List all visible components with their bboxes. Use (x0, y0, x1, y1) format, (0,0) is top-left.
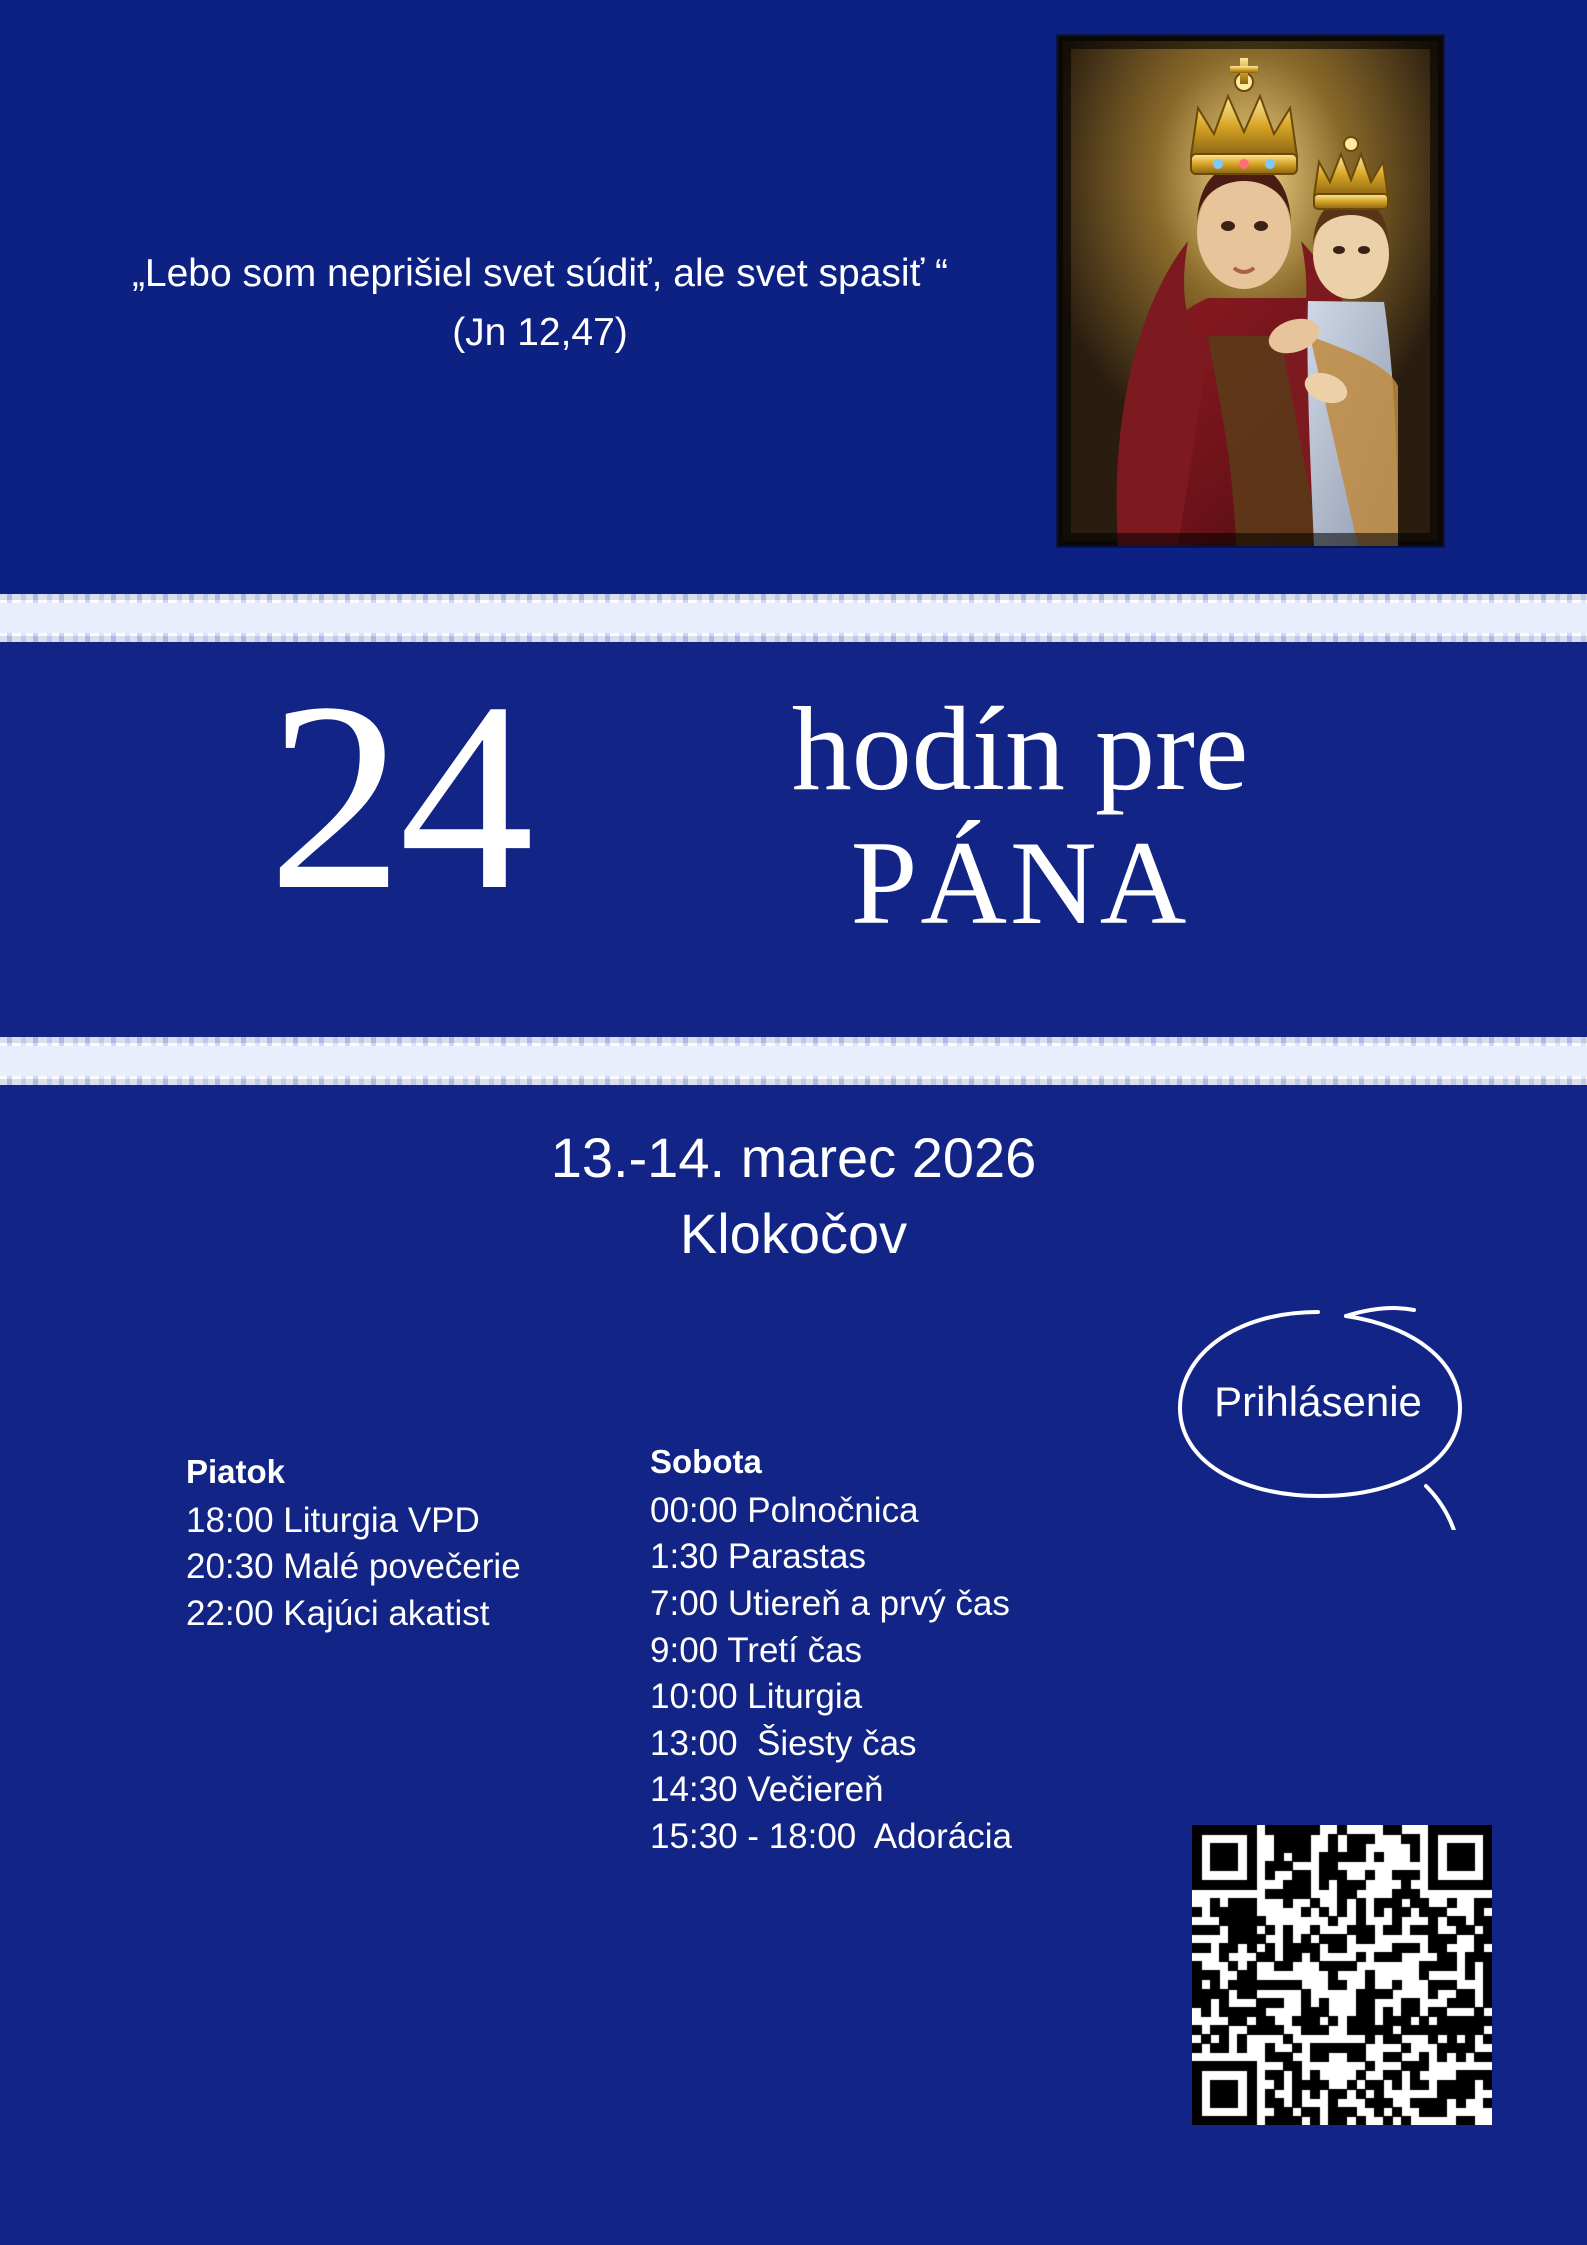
schedule-item: 22:00 Kajúci akatist (186, 1593, 490, 1633)
schedule-item: 18:00 Liturgia VPD (186, 1500, 480, 1540)
schedule-saturday (650, 1440, 1012, 1860)
quote-text: „Lebo som neprišiel svet súdiť, ale svet spasiť “ (131, 252, 949, 295)
signup-callout[interactable] (1168, 1300, 1498, 1530)
schedule-friday (186, 1450, 521, 1638)
theotokos-icon (1058, 36, 1443, 546)
quote-reference: (Jn 12,47) (452, 310, 628, 354)
headline-line2: PÁNA (850, 816, 1190, 950)
schedule-item: 14:30 Večiereň (650, 1770, 884, 1810)
schedule-item: 9:00 Tretí čas (650, 1630, 863, 1670)
event-place: Klokočov (679, 1201, 908, 1265)
headline-number: 24 (268, 647, 530, 946)
qr-code[interactable] (1192, 1825, 1492, 2125)
signup-label: Prihlásenie (1214, 1378, 1422, 1425)
headline-words (700, 682, 1340, 951)
schedule-saturday-title: Sobota (650, 1443, 762, 1480)
schedule-item: 20:30 Malé povečerie (186, 1547, 521, 1587)
schedule-item: 7:00 Utiereň a prvý čas (650, 1583, 1010, 1623)
headline-line1: hodín pre (791, 682, 1249, 815)
schedule-friday-title: Piatok (186, 1453, 286, 1490)
schedule-item: 10:00 Liturgia (650, 1677, 863, 1717)
torn-paper-stripe-top (0, 600, 1587, 636)
torn-paper-stripe-bottom (0, 1043, 1587, 1079)
schedule-item: 1:30 Parastas (650, 1537, 866, 1577)
event-date: 13.-14. marec 2026 (550, 1126, 1037, 1189)
schedule-item: 13:00 Šiesty čas (650, 1723, 917, 1763)
event-date-place (0, 1120, 1587, 1271)
poster-headline (0, 647, 1587, 1032)
schedule-item: 15:30 - 18:00 Adorácia (650, 1816, 1012, 1856)
bible-quote (40, 248, 1040, 359)
schedule-item: 00:00 Polnočnica (650, 1490, 919, 1530)
